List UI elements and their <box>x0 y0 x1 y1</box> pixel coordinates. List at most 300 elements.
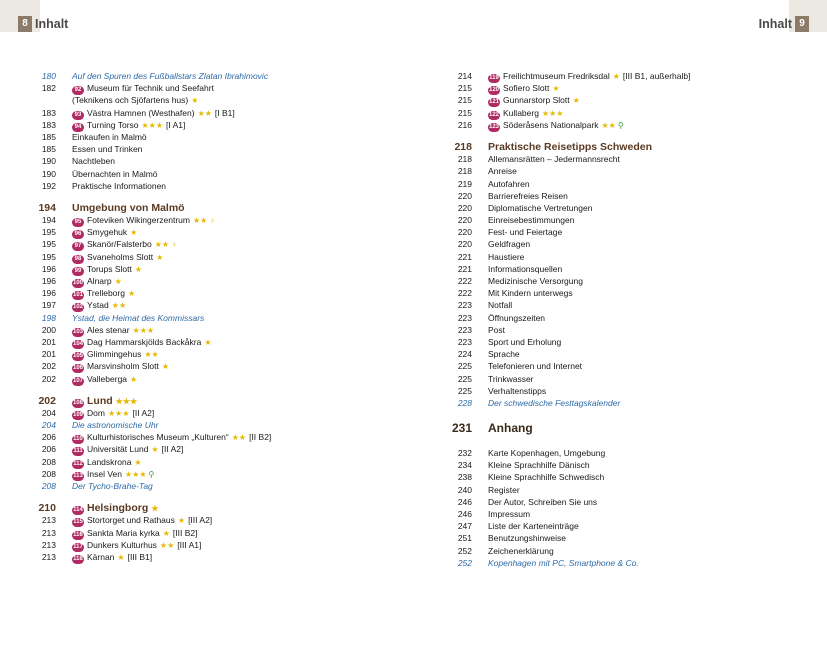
toc-entry[interactable] <box>442 360 772 372</box>
entry-label: Medizinische Versorgung <box>488 276 583 286</box>
entry-label: Der Autor, Schreiben Sie uns <box>488 496 598 507</box>
entry-label: Barrierefreies Reisen <box>488 190 568 201</box>
entry-title <box>488 190 568 202</box>
entry-title <box>72 82 214 95</box>
rating-stars: ★★★ <box>141 120 164 130</box>
entry-label: Der Tycho-Brahe-Tag <box>72 481 153 491</box>
entry-label: Helsingborg <box>87 502 149 515</box>
entry-label: Skanör/Falsterbo <box>87 239 152 250</box>
toc-entry[interactable] <box>26 324 356 336</box>
spacer <box>442 409 772 419</box>
page-number: 202 <box>41 361 56 372</box>
toc-entry[interactable] <box>26 395 356 407</box>
toc-entry[interactable] <box>442 119 772 131</box>
toc-entry[interactable] <box>26 119 356 131</box>
sight-number-badge: 102 <box>73 304 84 311</box>
toc-entry[interactable] <box>442 226 772 238</box>
sight-number-badge: 107 <box>73 377 84 384</box>
rating-stars: ★★ <box>231 433 247 443</box>
page-number: 206 <box>41 444 56 455</box>
toc-entry[interactable] <box>442 324 772 336</box>
entry-label: Einkaufen in Malmö <box>72 131 147 142</box>
rating-stars: ★ <box>612 72 620 81</box>
entry-label: Kleine Sprachhilfe Schwedisch <box>488 472 605 483</box>
page-number: 222 <box>457 288 472 299</box>
page-number: 218 <box>454 140 472 153</box>
toc-entry[interactable] <box>26 263 356 275</box>
spacer <box>442 437 772 447</box>
page-number: 232 <box>457 448 472 459</box>
page-number: 183 <box>41 119 56 130</box>
page-title-right: Inhalt <box>758 17 792 31</box>
entry-label: Zeichenerklärung <box>488 545 554 556</box>
rating-stars: ★ <box>151 504 159 514</box>
page-number: 208 <box>41 468 56 479</box>
toc-entry[interactable] <box>442 496 772 508</box>
toc-entry[interactable] <box>442 373 772 385</box>
map-reference: [III A1] <box>177 539 202 550</box>
toc-entry[interactable] <box>26 373 356 385</box>
toc-entry[interactable] <box>26 336 356 348</box>
toc-entry[interactable] <box>442 107 772 119</box>
toc-entry[interactable] <box>26 443 356 455</box>
toc-entry[interactable] <box>26 312 356 324</box>
entry-label: Stortorget und Rathaus <box>87 515 175 526</box>
entry-title <box>72 143 142 155</box>
spacer <box>442 131 772 141</box>
toc-entry[interactable] <box>442 419 772 437</box>
entry-label: Haustiere <box>488 251 525 262</box>
page-number: 215 <box>457 95 472 106</box>
toc-entry[interactable] <box>26 155 356 167</box>
entry-label: Telefonieren und Internet <box>488 361 583 372</box>
page-number: 213 <box>41 515 56 526</box>
toc-entry[interactable] <box>442 251 772 263</box>
entry-title <box>488 520 579 532</box>
sight-number-badge: 98 <box>72 255 84 264</box>
page-number: 219 <box>457 178 472 189</box>
page-number: 220 <box>457 227 472 238</box>
entry-label: Kleine Sprachhilfe Dänisch <box>488 460 590 471</box>
page-number: 201 <box>41 349 56 360</box>
entry-label: Västra Hamnen (Westhafen) <box>87 107 195 118</box>
page-number: 182 <box>41 83 56 94</box>
sight-number-badge: 123 <box>489 123 500 130</box>
page-number-left: 8 <box>18 16 32 32</box>
entry-label: Die astronomische Uhr <box>72 420 159 431</box>
page-number: 220 <box>457 215 472 226</box>
sight-number-badge: 95 <box>72 218 84 227</box>
entry-label: Kärnan <box>87 551 115 562</box>
entry-title <box>488 419 533 437</box>
entry-label: Notfall <box>488 300 513 311</box>
page-number: 201 <box>41 336 56 347</box>
entry-title <box>488 153 620 165</box>
page-number: 231 <box>451 421 472 436</box>
map-reference: [II A2] <box>161 444 184 455</box>
rating-stars: ★ <box>114 277 122 286</box>
entry-label: Essen und Trinken <box>72 144 143 155</box>
page-number: 223 <box>457 300 472 311</box>
page-number: 234 <box>457 460 472 471</box>
sight-number-badge: 99 <box>72 267 84 276</box>
toc-entry[interactable] <box>442 299 772 311</box>
entry-title <box>488 263 562 275</box>
rating-stars: ★★ <box>159 540 175 550</box>
entry-title <box>488 557 639 569</box>
sight-number-badge: 109 <box>73 411 84 418</box>
entry-label: Dunkers Kulturhus <box>87 539 157 550</box>
page-number: 252 <box>457 557 472 568</box>
toc-entry[interactable] <box>442 348 772 360</box>
rating-stars: ★★ <box>192 216 208 226</box>
entry-label: Mit Kindern unterwegs <box>488 288 573 299</box>
toc-entry[interactable] <box>26 480 356 492</box>
sight-number-badge: 114 <box>73 507 83 514</box>
entry-label: Allemansrätten – Jedermannsrecht <box>488 154 620 165</box>
entry-title <box>488 348 520 360</box>
toc-entry[interactable] <box>26 468 356 480</box>
toc-entry[interactable] <box>442 459 772 471</box>
page-number: 220 <box>457 190 472 201</box>
entry-label: Gunnarstorp Slott <box>503 95 570 106</box>
toc-entry[interactable] <box>442 545 772 557</box>
page-number: 246 <box>457 496 472 507</box>
rating-stars: ★ <box>130 374 138 384</box>
page-number: 222 <box>457 276 472 286</box>
sight-number-badge: 101 <box>73 292 84 299</box>
entry-label: Nachtleben <box>72 156 116 167</box>
rating-stars: ★★ <box>144 350 159 360</box>
rating-stars: ★ <box>134 264 143 274</box>
page-number: 190 <box>41 168 56 179</box>
page-number: 240 <box>457 484 472 495</box>
sight-number-badge: 100 <box>73 280 84 286</box>
entry-title <box>72 168 158 180</box>
entry-label: Umgebung von Malmö <box>72 201 185 214</box>
entry-label: Marsvinsholm Slott <box>87 361 159 372</box>
toc-entry[interactable] <box>442 153 772 165</box>
page-number: 197 <box>41 300 56 311</box>
rating-stars: ★★★ <box>107 408 130 418</box>
map-reference: [II B2] <box>249 432 272 443</box>
page-number: 202 <box>41 373 56 384</box>
entry-label: Valleberga <box>87 373 128 384</box>
toc-entry[interactable] <box>442 484 772 496</box>
sight-number-badge: 120 <box>489 87 500 94</box>
entry-label: Impressum <box>488 509 531 519</box>
entry-title <box>72 202 185 214</box>
sight-number-badge: 122 <box>489 111 500 118</box>
entry-title <box>488 532 566 544</box>
page-number: 208 <box>41 481 56 491</box>
page-number: 200 <box>41 324 56 335</box>
page-number: 251 <box>457 533 472 544</box>
page-number: 221 <box>457 251 472 262</box>
page-number: 247 <box>457 521 472 532</box>
entry-title <box>488 385 546 397</box>
entry-label: Diplomatische Vertretungen <box>488 202 593 213</box>
entry-title <box>72 70 268 82</box>
page-number: 221 <box>457 263 472 274</box>
rating-stars: ★ <box>130 228 138 238</box>
toc-entry[interactable] <box>442 471 772 483</box>
sight-number-badge: 97 <box>72 242 84 251</box>
toc-entry[interactable] <box>442 312 772 324</box>
rating-stars: ★★ <box>154 240 170 250</box>
toc-entry[interactable] <box>442 165 772 177</box>
person-icon: ♀ <box>209 216 216 226</box>
toc-entry[interactable] <box>26 360 356 372</box>
toc-entry[interactable] <box>442 94 772 106</box>
entry-label: Dom <box>87 407 105 418</box>
entry-label: (Teknikens och Sjöfartens hus) <box>72 95 189 106</box>
page-number: 206 <box>41 432 56 443</box>
toc-entry[interactable] <box>26 456 356 468</box>
entry-title <box>488 299 512 311</box>
entry-label: Karte Kopenhagen, Umgebung <box>488 448 606 459</box>
page-number: 223 <box>457 312 472 323</box>
page-number: 218 <box>457 154 472 165</box>
page-number: 195 <box>41 227 56 238</box>
entry-label: Anhang <box>488 421 533 436</box>
entry-label: Öffnungszeiten <box>488 312 546 323</box>
toc-entry[interactable] <box>26 514 356 526</box>
toc-entry[interactable] <box>442 190 772 202</box>
entry-label: Kullaberg <box>503 107 539 118</box>
rating-stars: ★ <box>572 96 580 106</box>
toc-entry[interactable] <box>26 226 356 238</box>
rating-stars: ★ <box>161 362 169 372</box>
toc-entry[interactable] <box>26 299 356 311</box>
entry-label: Einreisebestimmungen <box>488 215 575 226</box>
toc-entry[interactable] <box>442 336 772 348</box>
toc-entry[interactable] <box>442 214 772 226</box>
entry-title <box>488 471 604 483</box>
rating-stars: ★★★ <box>132 325 155 335</box>
entry-title <box>72 155 115 167</box>
toc-entry[interactable] <box>26 214 356 226</box>
toc-entry[interactable] <box>442 532 772 544</box>
bicycle-icon: ⚲ <box>617 120 624 130</box>
entry-label: Turning Torso <box>87 119 139 130</box>
map-reference: [III B1, außerhalb] <box>622 71 691 81</box>
entry-label: Autofahren <box>488 178 530 189</box>
sight-number-badge: 106 <box>73 365 84 372</box>
page-number: 204 <box>41 420 56 431</box>
page-number: 215 <box>457 83 472 94</box>
sight-number-badge: 105 <box>73 353 84 360</box>
sight-number-badge: 93 <box>72 111 84 120</box>
person-icon: ♀ <box>171 240 178 250</box>
sight-number-badge: 113 <box>73 472 83 479</box>
toc-entry[interactable] <box>442 141 772 153</box>
page-number: 194 <box>38 201 56 214</box>
page-number: 228 <box>457 397 472 408</box>
rating-stars: ★★ <box>601 120 616 130</box>
sight-number-badge: 94 <box>72 123 84 132</box>
entry-label: Anreise <box>488 166 517 177</box>
entry-label: Trelleborg <box>87 288 125 299</box>
page-number: 220 <box>457 239 472 250</box>
entry-title <box>72 312 204 324</box>
entry-title <box>488 214 574 226</box>
entry-label: Übernachten in Malmö <box>72 168 158 179</box>
map-reference: [III B2] <box>172 527 198 538</box>
entry-label: Smygehuk <box>87 227 128 238</box>
entry-label: Freilichtmuseum Fredriksdal <box>503 71 610 81</box>
toc-column-left <box>26 70 356 563</box>
entry-title <box>488 178 530 190</box>
entry-title <box>488 373 534 385</box>
toc-entry[interactable] <box>26 431 356 443</box>
rating-stars: ★★ <box>111 301 127 311</box>
map-reference: [I B1] <box>214 107 235 118</box>
page-number: 210 <box>38 502 56 515</box>
toc-entry[interactable] <box>442 202 772 214</box>
entry-label: Trinkwasser <box>488 373 534 384</box>
entry-label: Ales stenar <box>87 324 130 335</box>
rating-stars: ★★★ <box>124 469 147 479</box>
page-number: 214 <box>457 71 472 81</box>
entry-title <box>488 459 590 471</box>
entry-label: Benutzungshinweise <box>488 533 566 544</box>
toc-entry[interactable] <box>26 168 356 180</box>
toc-entry[interactable] <box>26 107 356 119</box>
entry-title <box>72 180 166 192</box>
entry-label: Verhaltenstipps <box>488 385 547 396</box>
sight-number-badge: 103 <box>73 328 84 335</box>
entry-label: Post <box>488 324 506 335</box>
toc-entry[interactable] <box>442 238 772 250</box>
toc-entry[interactable] <box>26 202 356 214</box>
page-number: 213 <box>41 551 56 562</box>
page-number: 196 <box>41 263 56 274</box>
rating-stars: ★ <box>552 84 560 94</box>
entry-title <box>488 360 582 372</box>
sight-number-badge: 115 <box>73 519 83 526</box>
page-number: 223 <box>457 324 472 335</box>
toc-entry[interactable] <box>442 287 772 299</box>
entry-title <box>488 226 562 238</box>
toc-entry[interactable] <box>26 539 356 551</box>
entry-title <box>488 324 505 336</box>
toc-entry[interactable] <box>26 502 356 514</box>
entry-title <box>72 480 153 492</box>
toc-entry[interactable] <box>442 397 772 409</box>
sight-number-badge: 119 <box>489 75 499 81</box>
page-number: 225 <box>457 373 472 384</box>
page-number: 196 <box>41 276 56 286</box>
toc-entry[interactable] <box>442 447 772 459</box>
page-number: 216 <box>457 119 472 130</box>
toc-entry[interactable] <box>442 520 772 532</box>
map-reference: [III B1] <box>127 551 153 562</box>
toc-entry[interactable] <box>26 70 356 82</box>
sight-number-badge: 111 <box>73 448 83 455</box>
rating-stars: ★★★ <box>115 396 138 406</box>
toc-entry[interactable] <box>26 251 356 263</box>
sight-number-badge: 110 <box>73 436 83 443</box>
rating-stars: ★★★ <box>541 108 564 118</box>
page-number-right: 9 <box>795 16 809 32</box>
entry-label: Informationsquellen <box>488 263 563 274</box>
entry-title <box>488 141 652 153</box>
toc-entry[interactable] <box>26 275 356 287</box>
toc-entry[interactable] <box>26 238 356 250</box>
entry-label: Dag Hammarskjölds Backåkra <box>87 336 202 347</box>
rating-stars: ★ <box>204 337 212 347</box>
toc-entry[interactable] <box>442 178 772 190</box>
entry-title <box>488 508 530 520</box>
toc-entry[interactable] <box>26 287 356 299</box>
entry-label: Geldfragen <box>488 239 531 250</box>
entry-label: Sport und Erholung <box>488 336 562 347</box>
sight-number-badge: 108 <box>73 399 84 406</box>
page-number: 246 <box>457 509 472 519</box>
spacer <box>26 492 356 502</box>
toc-entry[interactable] <box>442 70 772 82</box>
page-number: 238 <box>457 472 472 483</box>
toc-entry[interactable] <box>26 407 356 419</box>
entry-title <box>488 275 583 287</box>
entry-label: Ystad <box>87 300 109 311</box>
page-number: 198 <box>41 312 56 323</box>
toc-entry[interactable] <box>442 557 772 569</box>
toc-entry[interactable] <box>26 348 356 360</box>
page-number: 202 <box>38 394 56 407</box>
entry-label: Kulturhistorisches Museum „Kulturen“ <box>87 432 229 443</box>
toc-entry[interactable] <box>26 180 356 192</box>
toc-entry[interactable] <box>26 94 356 106</box>
page-number: 185 <box>41 131 56 142</box>
page-number: 185 <box>41 144 56 155</box>
toc-entry[interactable] <box>442 275 772 287</box>
toc-entry[interactable] <box>26 143 356 155</box>
toc-entry[interactable] <box>26 527 356 539</box>
toc-entry[interactable] <box>442 263 772 275</box>
toc-entry[interactable] <box>442 82 772 94</box>
entry-label: Söderåsens Nationalpark <box>503 119 599 130</box>
entry-title <box>488 312 545 324</box>
toc-entry[interactable] <box>26 551 356 563</box>
page-number: 218 <box>457 166 472 177</box>
entry-title <box>488 484 520 496</box>
toc-entry[interactable] <box>442 385 772 397</box>
sight-number-badge: 112 <box>73 460 83 467</box>
entry-title <box>488 447 605 459</box>
toc-entry[interactable] <box>442 508 772 520</box>
entry-label: Glimmingehus <box>87 349 142 360</box>
page-number: 225 <box>457 361 472 372</box>
entry-label: Praktische Informationen <box>72 180 167 191</box>
toc-entry[interactable] <box>26 419 356 431</box>
toc-entry[interactable] <box>26 131 356 143</box>
entry-label: Sprache <box>488 349 520 360</box>
rating-stars: ★ <box>191 96 199 106</box>
entry-label: Alnarp <box>87 276 112 286</box>
entry-label: Foteviken Wikingerzentrum <box>87 215 190 226</box>
page-number: 225 <box>457 385 472 396</box>
spacer <box>26 385 356 395</box>
page-number: 195 <box>41 251 56 262</box>
toc-entry[interactable] <box>26 82 356 94</box>
entry-label: Sofiero Slott <box>503 83 550 94</box>
page-number: 192 <box>41 180 56 191</box>
entry-label: Museum für Technik und Seefahrt <box>87 83 214 94</box>
entry-title <box>72 419 158 431</box>
entry-title <box>488 545 554 557</box>
